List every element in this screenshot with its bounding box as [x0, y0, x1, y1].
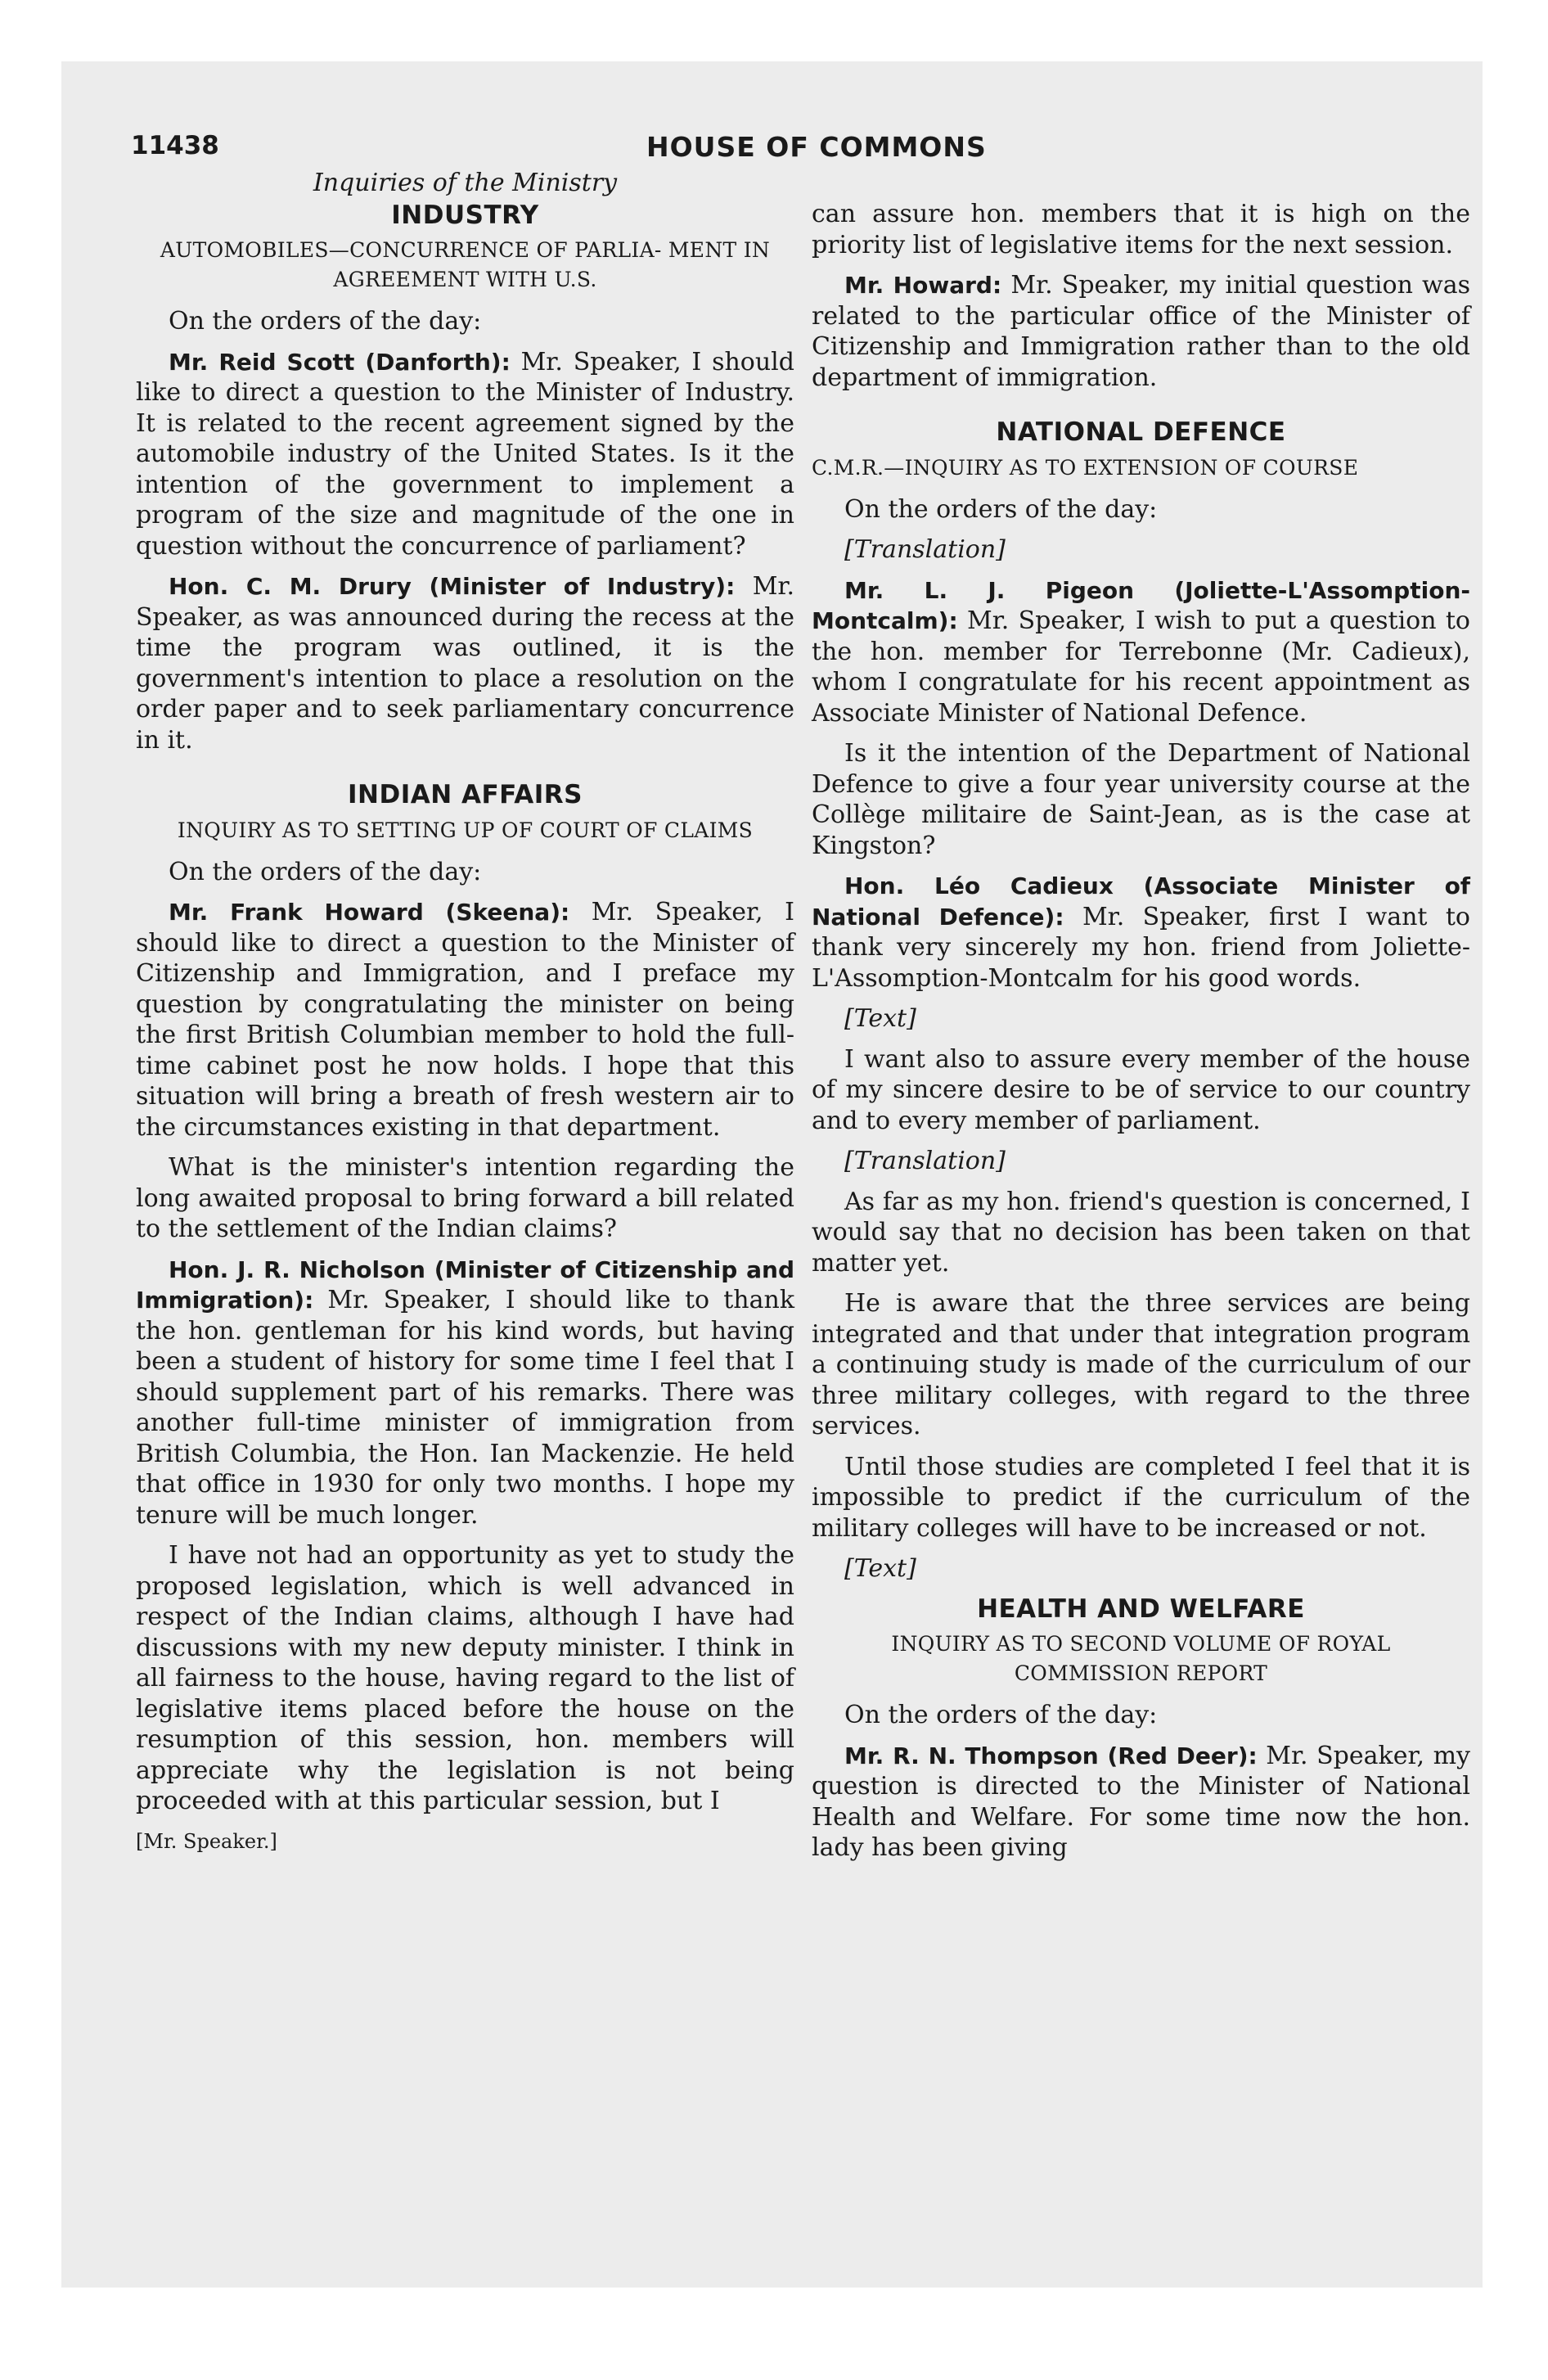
speech-paragraph: He is aware that the three services are being integrated and that under that integration program a continuing study is made of the curriculum of our three military colleges, with regard to the three services.: [812, 1289, 1470, 1440]
speaker-name: Mr. Frank Howard (Skeena):: [169, 899, 570, 926]
speech-paragraph: [812, 1741, 1470, 1864]
speaker-name: Mr. R. N. Thompson (Red Deer):: [844, 1742, 1258, 1769]
speaker-name: Mr. Howard:: [844, 272, 1002, 299]
speech-paragraph: can assure hon. members that it is high on the priority list of legislative items for the next session.: [812, 200, 1470, 259]
speaker-name: Mr. L. J. Pigeon (Joliette-L'Assomption-Montcalm):: [812, 576, 1470, 634]
indian-affairs-heading: INDIAN AFFAIRS: [348, 780, 583, 809]
translation-note: [Translation]: [844, 1147, 1006, 1175]
translation-note: [Translation]: [844, 535, 1006, 564]
speech-text: Mr. Speaker, my question is directed to the Minister of National Health and Welfare. For some time now the hon. lady has been giving: [812, 1741, 1470, 1862]
speaker-name: Mr. Reid Scott (Danforth):: [169, 348, 511, 376]
health-welfare-heading: HEALTH AND WELFARE: [977, 1593, 1305, 1624]
speaker-name: Hon. C. M. Drury (Minister of Industry):: [169, 573, 736, 600]
industry-heading: INDUSTRY: [391, 200, 539, 230]
speech-paragraph: What is the minister's intention regarding the long awaited proposal to bring forward a bill related to the settlement of the Indian claims?: [136, 1153, 794, 1243]
speech-text: Mr. Speaker, I wish to put a question to the hon. member for Terrebonne (Mr. Cadieux), whom I congratulate for his recent appointment as Associate Minister of National Defence.: [812, 606, 1470, 728]
speech-paragraph: Until those studies are completed I feel that it is impossible to predict if the curriculum of the military colleges will have to be increased or not.: [812, 1452, 1470, 1543]
speech-paragraph: I have not had an opportunity as yet to study the proposed legislation, which is well advanced in respect of the Indian claims, although I have had discussions with my new deputy minister. I think in all fairness to the house, having regard to the list of legislative items placed before the house on the resumption of this session, hon. members will appreciate why the legislation is not being proceeded with at this particular session, but I: [136, 1541, 794, 1815]
publication-title: HOUSE OF COMMONS: [646, 131, 987, 163]
orders-of-day: On the orders of the day:: [169, 307, 482, 336]
industry-subheading: AUTOMOBILES—CONCURRENCE OF PARLIA- MENT IN AGREEMENT WITH U.S.: [160, 238, 771, 291]
page-number: 11438: [131, 131, 219, 160]
running-header: [131, 131, 1473, 172]
speech-paragraph: I want also to assure every member of the house of my sincere desire to be of service to our country and to every member of parliament.: [812, 1044, 1470, 1135]
section-subhead: Inquiries of the Ministry: [313, 169, 618, 197]
left-column: [136, 168, 794, 1857]
speech-text: Mr. Speaker, I should like to thank the hon. gentleman for his kind words, but having been a student of history for some time I feel that I should supplement part of his remarks. There was another full-time minister of immigration from British Columbia, the Hon. Ian Mackenzie. He held that office in 1930 for only two months. I hope my tenure will be much longer.: [136, 1286, 794, 1530]
speech-text: Mr. Speaker, first I want to thank very sincerely my hon. friend from Joliette-L'Assomption-Montcalm for his good words.: [812, 902, 1470, 993]
speech-paragraph: [136, 897, 794, 1143]
speech-text: Mr. Speaker, as was announced during the recess at the time the program was outlined, it is the government's intention to place a resolution on the order paper and to seek parliamentary concurrence in it.: [136, 572, 795, 755]
indian-affairs-subheading: INQUIRY AS TO SETTING UP OF COURT OF CLAIMS: [177, 818, 754, 842]
speaker-name: Hon. J. R. Nicholson (Minister of Citizenship and Immigration):: [136, 1255, 794, 1314]
speech-paragraph: As far as my hon. friend's question is concerned, I would say that no decision has been taken on that matter yet.: [812, 1187, 1470, 1278]
national-defence-heading: NATIONAL DEFENCE: [996, 417, 1286, 447]
orders-of-day: On the orders of the day:: [169, 857, 482, 886]
speech-paragraph: [136, 347, 794, 562]
speaker-name: Hon. Léo Cadieux (Associate Minister of National Defence):: [812, 872, 1470, 931]
national-defence-subheading: C.M.R.—INQUIRY AS TO EXTENSION OF COURSE: [812, 455, 1359, 480]
health-welfare-subheading: INQUIRY AS TO SECOND VOLUME OF ROYAL COMMISSION REPORT: [891, 1632, 1391, 1685]
speech-paragraph: [812, 575, 1470, 729]
orders-of-day: On the orders of the day:: [844, 1701, 1158, 1729]
speech-paragraph: [136, 1255, 794, 1531]
speech-paragraph: [812, 270, 1470, 393]
speech-paragraph: Is it the intention of the Department of National Defence to give a four year university course at the Collège militaire de Saint-Jean, as is the case at Kingston?: [812, 739, 1470, 860]
speech-text: Mr. Speaker, I should like to direct a question to the Minister of Citizenship and Immigration, and I preface my question by congratulating the minister on being the first British Columbian member to hold the full-time cabinet post he now holds. I hope that this situation will bring a breath of fresh western air to the circumstances existing in that department.: [136, 898, 794, 1142]
text-note: [Text]: [844, 1004, 916, 1033]
speech-text: Mr. Speaker, I should like to direct a question to the Minister of Industry. It is related to the recent agreement signed by the automobile industry of the United States. Is it the intention of the government to implement a program of the size and magnitude of the one in question without the concurrence of parliament?: [136, 347, 794, 561]
speech-paragraph: [136, 571, 794, 755]
right-column: [812, 199, 1470, 1873]
speech-paragraph: [812, 871, 1470, 994]
page-footer: [Mr. Speaker.]: [136, 1829, 277, 1853]
orders-of-day: On the orders of the day:: [844, 494, 1158, 524]
speech-text: Mr. Speaker, my initial question was related to the particular office of the Minister of Citizenship and Immigration rather than to the old department of immigration.: [812, 271, 1470, 392]
text-note: [Text]: [844, 1554, 916, 1583]
